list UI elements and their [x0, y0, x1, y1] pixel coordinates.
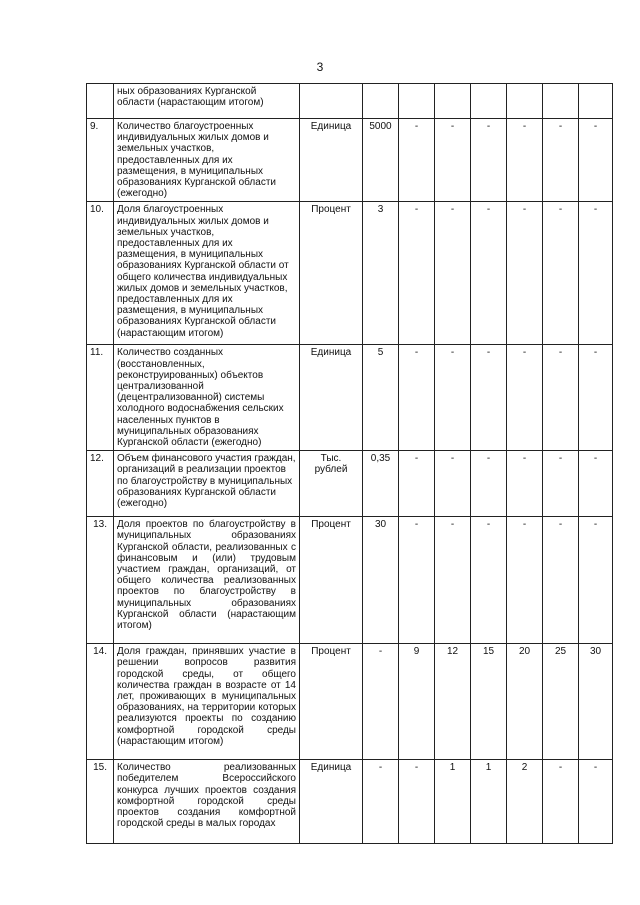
value-cell: - [543, 517, 579, 644]
value-cell: - [435, 202, 471, 345]
row-number: 12. [87, 451, 114, 517]
value-cell: - [399, 202, 435, 345]
value-cell: - [579, 517, 613, 644]
value-cell: 9 [399, 644, 435, 760]
value-cell [579, 84, 613, 119]
value-cell: - [399, 119, 435, 202]
value-cell [471, 84, 507, 119]
value-cell: - [435, 345, 471, 451]
value-cell: - [579, 451, 613, 517]
page-number: 3 [316, 60, 324, 74]
value-cell [435, 84, 471, 119]
unit-cell: Единица [300, 119, 363, 202]
indicator-name: Доля благоустроенных индивидуальных жилых домов и земельных участков, предоставленных для их размещения, в муниципальных образованиях Курганской области от общего количества индивидуальных жилых домов и земельных участков, предоставленных для их размещения, в муниципальных образованиях Курганской области (нарастающим итогом) [114, 202, 300, 345]
row-number: 15. [87, 760, 114, 844]
value-cell: 5 [363, 345, 399, 451]
value-cell: - [363, 760, 399, 844]
value-cell: - [579, 760, 613, 844]
value-cell: 20 [507, 644, 543, 760]
row-number: 14. [87, 644, 114, 760]
value-cell: - [579, 119, 613, 202]
value-cell: - [507, 119, 543, 202]
row-number: 11. [87, 345, 114, 451]
value-cell: - [507, 202, 543, 345]
value-cell [507, 84, 543, 119]
table-row [87, 517, 613, 644]
value-cell [543, 84, 579, 119]
value-cell: - [543, 119, 579, 202]
value-cell: 1 [471, 760, 507, 844]
table-row [87, 644, 613, 760]
value-cell: - [471, 451, 507, 517]
value-cell: - [507, 517, 543, 644]
value-cell: - [471, 517, 507, 644]
row-number: 10. [87, 202, 114, 345]
value-cell: - [543, 202, 579, 345]
table-row [87, 451, 613, 517]
unit-cell: Процент [300, 202, 363, 345]
value-cell: - [399, 451, 435, 517]
value-cell: 25 [543, 644, 579, 760]
value-cell: - [471, 119, 507, 202]
row-number: 13. [87, 517, 114, 644]
table-row [87, 760, 613, 844]
indicators-table [86, 83, 613, 844]
indicator-name: ных образованиях Курганской области (нарастающим итогом) [114, 84, 300, 119]
value-cell: - [543, 451, 579, 517]
row-number: 9. [87, 119, 114, 202]
value-cell [399, 84, 435, 119]
value-cell: 30 [363, 517, 399, 644]
value-cell: 30 [579, 644, 613, 760]
table-row [87, 84, 613, 119]
value-cell: - [471, 345, 507, 451]
value-cell: - [399, 760, 435, 844]
table-row [87, 202, 613, 345]
indicator-name: Доля граждан, принявших участие в решении вопросов развития городской среды, от общего количества граждан в возрасте от 14 лет, проживающих в муниципальных образованиях, на территории которых реализуются проекты по созданию комфортной городской среды (нарастающим итогом) [114, 644, 300, 760]
value-cell: - [543, 760, 579, 844]
indicator-name: Объем финансового участия граждан, организаций в реализации проектов по благоустройству в муниципальных образованиях Курганской области (ежегодно) [114, 451, 300, 517]
value-cell: - [507, 345, 543, 451]
value-cell: - [399, 345, 435, 451]
value-cell: - [363, 644, 399, 760]
value-cell: - [579, 202, 613, 345]
unit-cell: Единица [300, 345, 363, 451]
value-cell: - [579, 345, 613, 451]
indicator-name: Количество созданных (восстановленных, реконструированных) объектов централизованной (децентрализованной) системы холодного водоснабжения сельских населенных пунктов в муниципальных образованиях Курганской области (ежегодно) [114, 345, 300, 451]
table-row [87, 345, 613, 451]
value-cell [363, 84, 399, 119]
value-cell: 1 [435, 760, 471, 844]
unit-cell [300, 84, 363, 119]
value-cell: - [435, 119, 471, 202]
unit-cell: Единица [300, 760, 363, 844]
value-cell: 12 [435, 644, 471, 760]
value-cell: 15 [471, 644, 507, 760]
value-cell: 3 [363, 202, 399, 345]
value-cell: 0,35 [363, 451, 399, 517]
indicator-name: Количество реализованных победителем Всероссийского конкурса лучших проектов создания комфортной городской среды проектов создания комфортной городской среды в малых городах [114, 760, 300, 844]
value-cell: 5000 [363, 119, 399, 202]
table-row [87, 119, 613, 202]
value-cell: 2 [507, 760, 543, 844]
indicator-name: Доля проектов по благоустройству в муниципальных образованиях Курганской области, реализованных с финансовым и (или) трудовым участием граждан, организаций, от общего количества реализованных проектов по благоустройству в муниципальных образованиях Курганской области (нарастающим итогом) [114, 517, 300, 644]
unit-cell: Процент [300, 517, 363, 644]
value-cell: - [435, 451, 471, 517]
value-cell: - [435, 517, 471, 644]
value-cell: - [471, 202, 507, 345]
unit-cell: Процент [300, 644, 363, 760]
value-cell: - [399, 517, 435, 644]
unit-cell: Тыс. рублей [300, 451, 363, 517]
value-cell: - [543, 345, 579, 451]
indicator-name: Количество благоустроенных индивидуальных жилых домов и земельных участков, предоставленных для их размещения, в муниципальных образованиях Курганской области (ежегодно) [114, 119, 300, 202]
value-cell: - [507, 451, 543, 517]
row-number [87, 84, 114, 119]
